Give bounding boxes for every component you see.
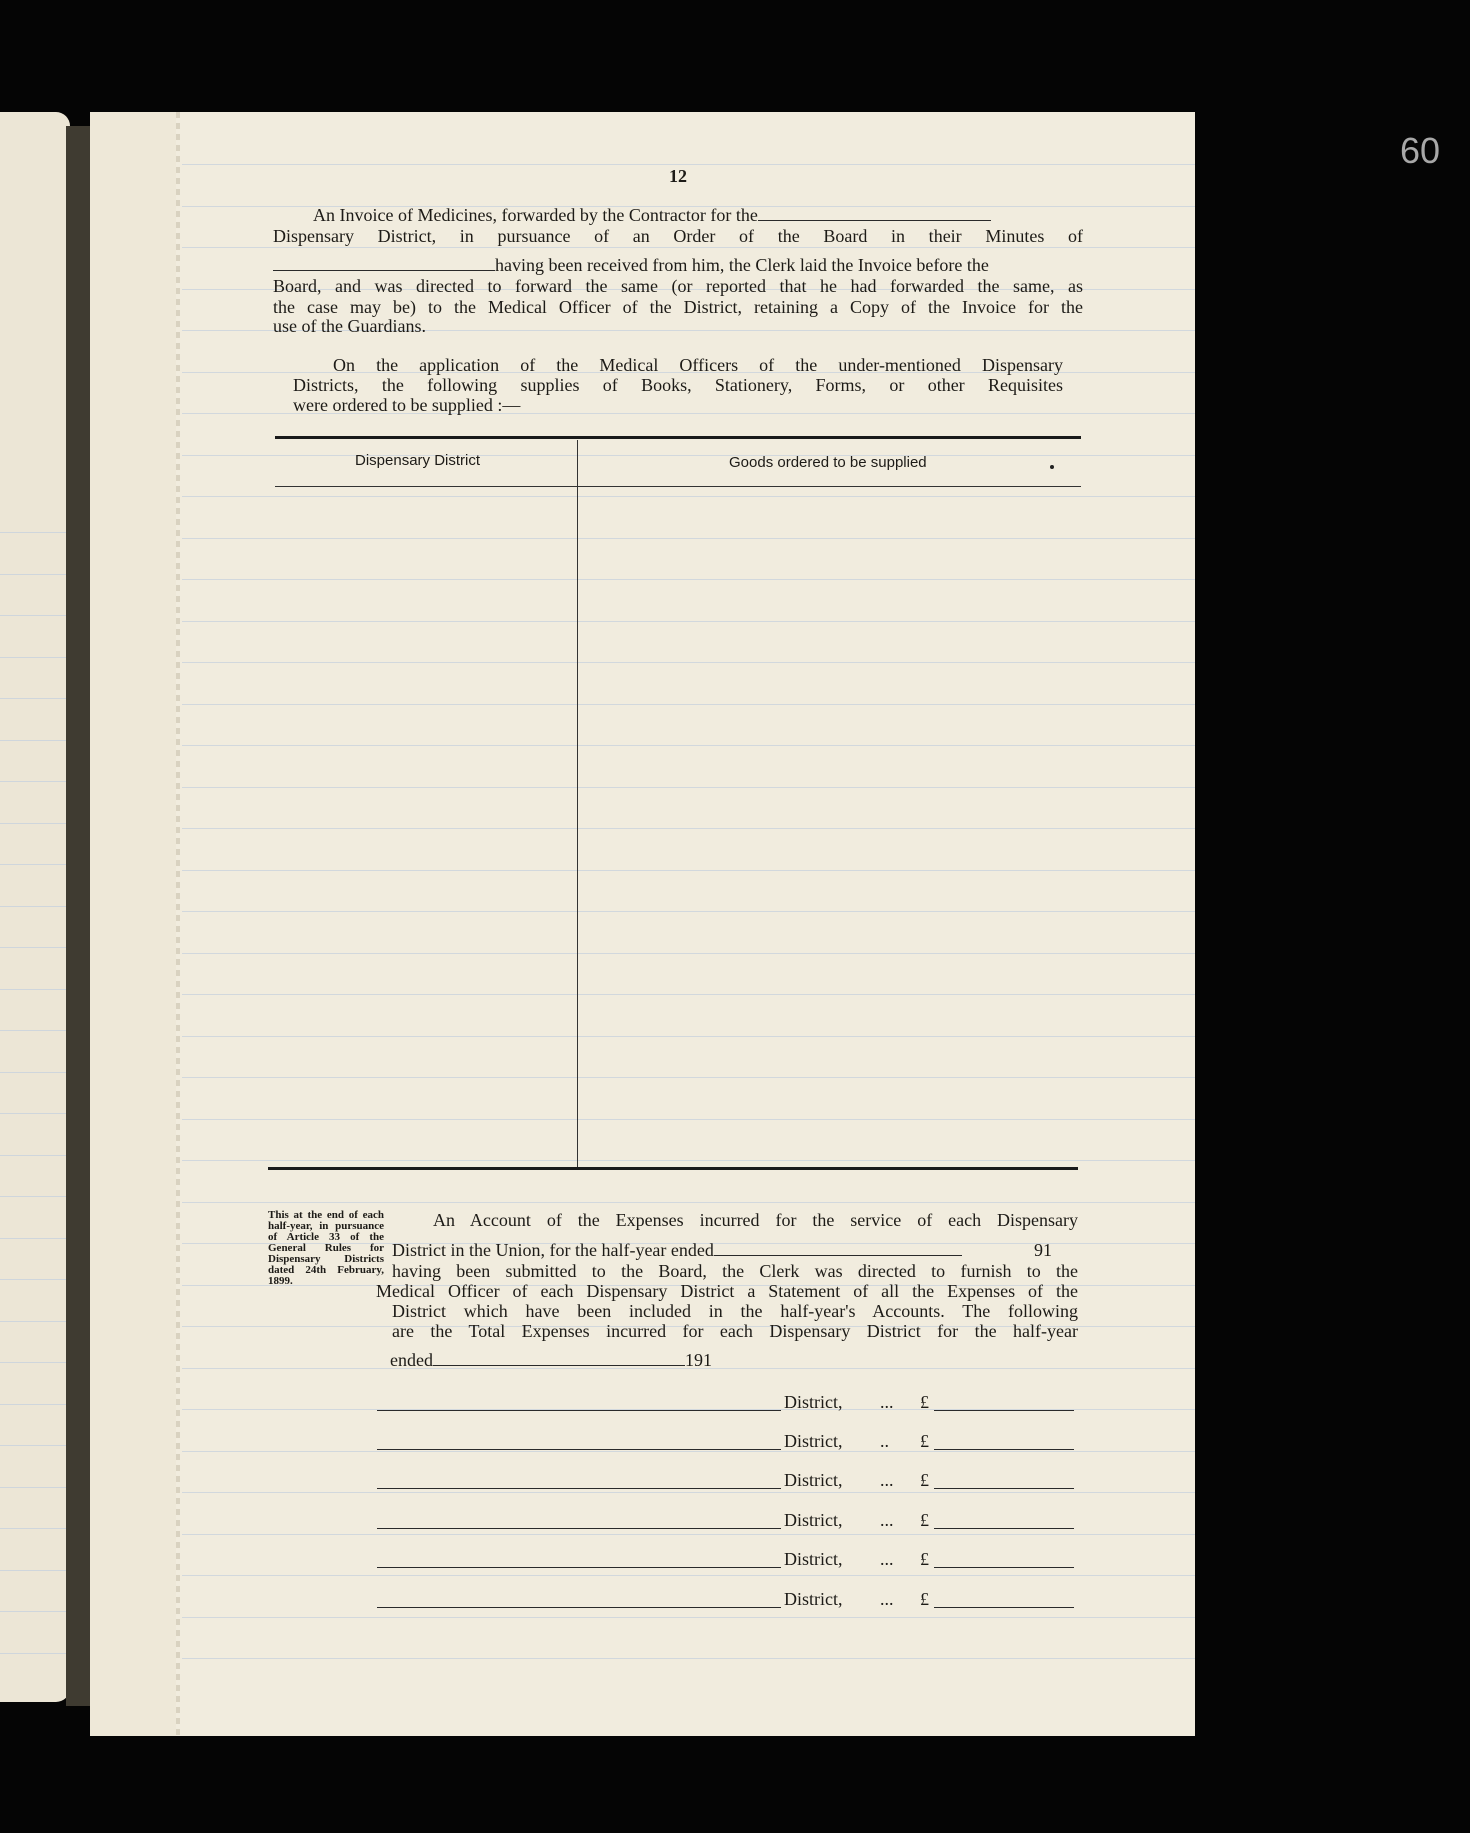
district-label: District, bbox=[784, 1549, 843, 1569]
table-header-rule bbox=[275, 486, 1081, 487]
ruled-line bbox=[182, 911, 1195, 912]
account-line-7 bbox=[390, 1350, 790, 1370]
invoice-line-1 bbox=[313, 205, 1083, 225]
facing-page-ruled-line bbox=[0, 823, 70, 824]
facing-page-ruled-line bbox=[0, 1321, 70, 1322]
ruled-line bbox=[182, 828, 1195, 829]
leader-dots: ... bbox=[880, 1589, 894, 1609]
facing-page-ruled-line bbox=[0, 615, 70, 616]
facing-page-ruled-line bbox=[0, 1362, 70, 1363]
amount-blank[interactable] bbox=[934, 1607, 1074, 1608]
ruled-line bbox=[182, 247, 1195, 248]
invoice-line-3 bbox=[273, 255, 1083, 275]
application-line-2: Districts, the following supplies of Books, Stationery, Forms, or other Requisites bbox=[293, 375, 1063, 395]
ruled-line bbox=[182, 496, 1195, 497]
ruled-line bbox=[182, 1575, 1195, 1576]
district-label: District, bbox=[784, 1431, 843, 1451]
book-gutter bbox=[66, 126, 92, 1706]
facing-page-ruled-line bbox=[0, 1528, 70, 1529]
district-line bbox=[377, 1590, 1077, 1612]
district-line bbox=[377, 1393, 1077, 1415]
pound-sign: £ bbox=[920, 1549, 929, 1569]
ruled-line bbox=[182, 1036, 1195, 1037]
district-line bbox=[377, 1550, 1077, 1572]
facing-page-ruled-line bbox=[0, 1653, 70, 1654]
account-line-4: Medical Officer of each Dispensary District a Statement of all the Expenses of the bbox=[376, 1281, 1078, 1301]
facing-page-ruled-line bbox=[0, 1196, 70, 1197]
account-line-2-text: District in the Union, for the half-year ended bbox=[392, 1240, 714, 1260]
district-name-blank[interactable] bbox=[377, 1528, 781, 1529]
facing-page-ruled-line bbox=[0, 781, 70, 782]
facing-page-ruled-line bbox=[0, 698, 70, 699]
facing-page-ruled-line bbox=[0, 1155, 70, 1156]
district-label: District, bbox=[784, 1510, 843, 1530]
margin-note: This at the end of each half-year, in pursuance of Article 33 of the General Rules for Dispensary Districts dated 24th February, 1899. bbox=[268, 1209, 384, 1287]
col-header-dispensary-district: Dispensary District bbox=[355, 452, 481, 469]
facing-page-ruled-line bbox=[0, 1072, 70, 1073]
amount-blank[interactable] bbox=[934, 1449, 1074, 1450]
ruled-line bbox=[182, 164, 1195, 165]
ruled-line bbox=[182, 538, 1195, 539]
ruled-line bbox=[182, 1160, 1195, 1161]
invoice-line-1-text: An Invoice of Medicines, forwarded by the Contractor for the bbox=[313, 205, 758, 225]
ruled-line bbox=[182, 662, 1195, 663]
year-prefix-91: 91 bbox=[1034, 1240, 1052, 1260]
table-top-rule bbox=[275, 436, 1081, 439]
amount-blank[interactable] bbox=[934, 1488, 1074, 1489]
ruled-line bbox=[182, 1658, 1195, 1659]
contractor-blank[interactable] bbox=[758, 206, 991, 221]
facing-page-ruled-line bbox=[0, 864, 70, 865]
pound-sign: £ bbox=[920, 1431, 929, 1451]
invoice-line-3-text: having been received from him, the Clerk laid the Invoice before the bbox=[495, 255, 989, 275]
ruled-line bbox=[182, 1077, 1195, 1078]
invoice-line-4: Board, and was directed to forward the same (or reported that he had forwarded the same, as bbox=[273, 276, 1083, 296]
perforation-line bbox=[176, 112, 180, 1736]
facing-page-ruled-line bbox=[0, 1487, 70, 1488]
ruled-line bbox=[182, 1534, 1195, 1535]
facing-page-ruled-line bbox=[0, 906, 70, 907]
minutes-date-blank[interactable] bbox=[273, 256, 495, 271]
district-label: District, bbox=[784, 1392, 843, 1412]
ink-dot bbox=[1050, 465, 1054, 469]
table-column-divider bbox=[577, 440, 578, 1168]
facing-page-ruled-line bbox=[0, 1404, 70, 1405]
ruled-line bbox=[182, 953, 1195, 954]
account-line-7-text: ended bbox=[390, 1350, 433, 1370]
folio-number: 60 bbox=[1399, 130, 1440, 171]
ruled-line bbox=[182, 1119, 1195, 1120]
ruled-line bbox=[182, 1617, 1195, 1618]
pound-sign: £ bbox=[920, 1589, 929, 1609]
facing-page-ruled-line bbox=[0, 1279, 70, 1280]
amount-blank[interactable] bbox=[934, 1528, 1074, 1529]
invoice-line-6: use of the Guardians. bbox=[273, 316, 426, 336]
ruled-line bbox=[182, 621, 1195, 622]
col-header-goods-ordered: Goods ordered to be supplied bbox=[729, 454, 927, 471]
district-line bbox=[377, 1511, 1077, 1533]
pound-sign: £ bbox=[920, 1470, 929, 1490]
half-year-ended-blank-2[interactable] bbox=[433, 1351, 685, 1366]
facing-page-ruled-line bbox=[0, 1113, 70, 1114]
facing-page-ruled-line bbox=[0, 1611, 70, 1612]
district-label: District, bbox=[784, 1470, 843, 1490]
amount-blank[interactable] bbox=[934, 1567, 1074, 1568]
facing-page-ruled-line bbox=[0, 1570, 70, 1571]
facing-page-ruled-line bbox=[0, 532, 70, 533]
leader-dots: ... bbox=[880, 1392, 894, 1412]
facing-page-ruled-line bbox=[0, 1030, 70, 1031]
account-line-6: are the Total Expenses incurred for each Dispensary District for the half-year bbox=[392, 1321, 1078, 1341]
ruled-line bbox=[182, 994, 1195, 995]
counterfoil-stub bbox=[90, 112, 178, 1736]
application-line-3: were ordered to be supplied :— bbox=[293, 395, 521, 415]
invoice-line-5: the case may be) to the Medical Officer of the District, retaining a Copy of the Invoice for the bbox=[273, 297, 1083, 317]
facing-page-ruled-line bbox=[0, 947, 70, 948]
district-name-blank[interactable] bbox=[377, 1488, 781, 1489]
facing-page-ruled-line bbox=[0, 574, 70, 575]
facing-page-ruled-line bbox=[0, 1238, 70, 1239]
year-prefix-191: 191 bbox=[684, 1350, 712, 1370]
page-number: 12 bbox=[669, 166, 687, 186]
ruled-line bbox=[182, 579, 1195, 580]
account-line-1: An Account of the Expenses incurred for the service of each Dispensary bbox=[433, 1210, 1078, 1230]
leader-dots: ... bbox=[880, 1470, 894, 1490]
half-year-ended-blank[interactable] bbox=[714, 1241, 962, 1256]
ruled-line bbox=[182, 745, 1195, 746]
leader-dots: ... bbox=[880, 1510, 894, 1530]
facing-page-ruled-line bbox=[0, 989, 70, 990]
ruled-line bbox=[182, 1202, 1195, 1203]
district-line bbox=[377, 1471, 1077, 1493]
table-bottom-rule bbox=[268, 1167, 1078, 1170]
application-line-1: On the application of the Medical Officers of the under-mentioned Dispensary bbox=[333, 355, 1063, 375]
amount-blank[interactable] bbox=[934, 1410, 1074, 1411]
facing-page-ruled-line bbox=[0, 1445, 70, 1446]
district-line bbox=[377, 1432, 1077, 1454]
facing-page-edge bbox=[0, 112, 70, 1702]
pound-sign: £ bbox=[920, 1510, 929, 1530]
district-label: District, bbox=[784, 1589, 843, 1609]
ruled-line bbox=[182, 704, 1195, 705]
facing-page-ruled-line bbox=[0, 657, 70, 658]
ruled-line bbox=[182, 455, 1195, 456]
pound-sign: £ bbox=[920, 1392, 929, 1412]
district-name-blank[interactable] bbox=[377, 1449, 781, 1450]
leader-dots: ... bbox=[880, 1549, 894, 1569]
leader-dots: .. bbox=[880, 1431, 889, 1451]
district-name-blank[interactable] bbox=[377, 1567, 781, 1568]
ruled-line bbox=[182, 870, 1195, 871]
invoice-line-2: Dispensary District, in pursuance of an Order of the Board in their Minutes of bbox=[273, 226, 1083, 246]
account-line-2 bbox=[392, 1240, 1082, 1260]
ruled-line bbox=[182, 787, 1195, 788]
account-line-5: District which have been included in the half-year's Accounts. The following bbox=[392, 1301, 1078, 1321]
district-name-blank[interactable] bbox=[377, 1410, 781, 1411]
facing-page-ruled-line bbox=[0, 740, 70, 741]
district-name-blank[interactable] bbox=[377, 1607, 781, 1608]
account-line-3: having been submitted to the Board, the Clerk was directed to furnish to the bbox=[392, 1261, 1078, 1281]
